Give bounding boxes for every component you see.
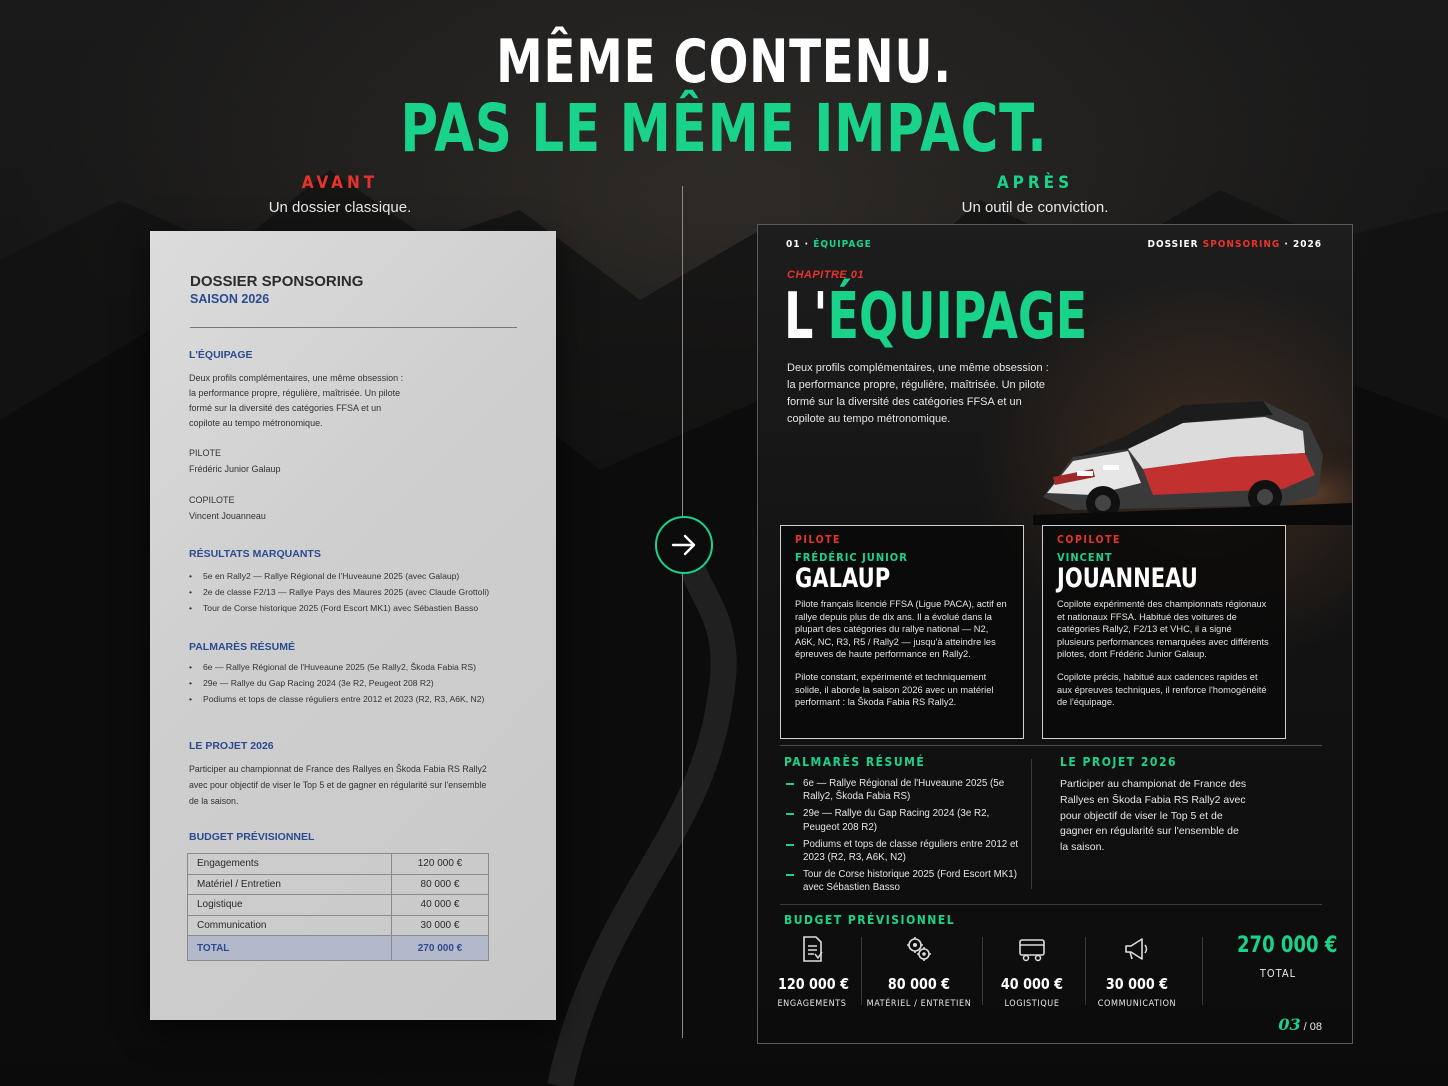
page-section-label xyxy=(786,239,872,250)
copilote-bio-2: Copilote précis, habitué aux cadences rapides et aux épreuves techniques, il renforce l'homogénéité de l'équipage. xyxy=(1057,671,1267,708)
budget-amount: 120 000 € xyxy=(778,975,849,993)
headline xyxy=(0,27,1448,167)
budget-amount: 40 000 € xyxy=(1000,975,1064,993)
budget-amount: 30 000 € xyxy=(1105,975,1169,993)
budget-label: MATÉRIEL / ENTRETIEN xyxy=(866,999,972,1009)
paper-copilote-label: COPILOTE xyxy=(189,495,235,505)
paper-projet-line: avec pour objectif de viser le Top 5 et de gagner en régularité sur l'ensemble xyxy=(189,780,487,790)
avant-label xyxy=(140,173,540,216)
paper-rule xyxy=(190,327,517,328)
budget-label: ENGAGEMENTS xyxy=(777,999,847,1009)
palmares-list xyxy=(784,777,1024,898)
copilote-role: COPILOTE xyxy=(1057,534,1121,546)
paper-resultats-list xyxy=(189,568,489,616)
budget-separator xyxy=(1202,937,1203,1005)
paper-equipage-heading: L'ÉQUIPAGE xyxy=(189,349,253,361)
arrow-right-button[interactable] xyxy=(655,516,713,574)
copilote-card xyxy=(1042,525,1286,739)
paper-resultats-heading: RÉSULTATS MARQUANTS xyxy=(189,548,321,560)
intro-text xyxy=(787,360,1067,428)
paper-pilote-label: PILOTE xyxy=(189,448,222,458)
budget-total-amount: 270 000 € xyxy=(1237,933,1338,958)
headline-line-1: MÊME CONTENU. xyxy=(496,27,952,97)
list-item: Tour de Corse historique 2025 (Ford Escort MK1) avec Sébastien Basso xyxy=(784,868,1024,895)
conviction-dossier xyxy=(757,224,1353,1044)
paper-budget-table xyxy=(187,853,489,961)
paper-palmares-heading: PALMARÈS RÉSUMÉ xyxy=(189,641,295,653)
section-number: 01 · xyxy=(786,239,814,250)
arrow-right-icon xyxy=(669,530,699,560)
list-item: • 5e en Rally2 — Rallye Régional de l'Huveaune 2025 (avec Galaup) xyxy=(189,568,489,584)
pilote-card xyxy=(780,525,1024,739)
budget-label: Engagements xyxy=(188,854,392,875)
table-row-total xyxy=(188,936,489,961)
center-divider xyxy=(682,186,683,1038)
list-item: • Podiums et tops de classe réguliers entre 2012 et 2023 (R2, R3, A6K, N2) xyxy=(189,691,484,707)
paper-equipage-line: la performance propre, régulière, maîtrisée. Un pilote xyxy=(189,388,401,398)
palmares-heading: PALMARÈS RÉSUMÉ xyxy=(784,755,926,769)
intro-line: la performance propre, régulière, maîtrisée. Un pilote xyxy=(787,379,1046,391)
apres-label xyxy=(835,173,1235,216)
intro-line: copilote au tempo métronomique. xyxy=(787,413,951,425)
budget-separator xyxy=(982,937,983,1005)
pilote-bio-2: Pilote constant, expérimenté et techniquement solide, il aborde la saison 2026 avec un matériel performant : la Škoda Fabia RS Rally2. xyxy=(795,671,994,708)
list-item: Podiums et tops de classe réguliers entre 2012 et 2023 (R2, R3, A6K, N2) xyxy=(784,838,1024,865)
list-item: 6e — Rallye Régional de l'Huveaune 2025 (5e Rally2, Škoda Fabia RS) xyxy=(784,777,1024,804)
budget-label: LOGISTIQUE xyxy=(1004,999,1060,1009)
list-item: • 29e — Rallye du Gap Racing 2024 (3e R2, Peugeot 208 R2) xyxy=(189,675,484,691)
paper-equipage-line: copilote au tempo métronomique. xyxy=(189,418,323,428)
budget-total-value: 270 000 € xyxy=(392,936,489,961)
table-row xyxy=(188,854,489,875)
budget-value: 80 000 € xyxy=(392,874,489,895)
header-part: SPONSORING xyxy=(1202,239,1281,250)
budget-separator xyxy=(861,937,862,1005)
column-separator xyxy=(1031,759,1032,889)
projet-heading: LE PROJET 2026 xyxy=(1060,755,1177,769)
paper-copilote-name: Vincent Jouanneau xyxy=(189,511,266,521)
budget-label: Logistique xyxy=(188,895,392,916)
budget-value: 30 000 € xyxy=(392,915,489,936)
pilote-first-name: FRÉDÉRIC JUNIOR xyxy=(795,551,908,564)
rally-car-image xyxy=(1033,365,1353,525)
document-icon xyxy=(799,935,825,963)
paper-projet-text xyxy=(189,761,519,809)
list-item: • 6e — Rallye Régional de l'Huveaune 2025 (5e Rally2, Škoda Fabia RS) xyxy=(189,659,484,675)
list-item: 29e — Rallye du Gap Racing 2024 (3e R2, Peugeot 208 R2) xyxy=(784,807,1024,834)
budget-total-label: TOTAL xyxy=(1259,967,1297,980)
copilote-last-name: JOUANNEAU xyxy=(1057,563,1198,594)
pilote-last-name: GALAUP xyxy=(795,563,891,594)
copilote-bio: Copilote expérimenté des championnats régionaux et nationaux FFSA. Habitué des voitures de catégories Rally2, F2/13 et VHC, il a signé plusieurs performances remarquées avec différents pilotes, dont Frédéric Junior Galaup. xyxy=(1057,599,1269,660)
budget-heading: BUDGET PRÉVISIONNEL xyxy=(784,913,956,927)
intro-line: formé sur la diversité des catégories FFSA et un xyxy=(787,396,1022,408)
budget-label: Matériel / Entretien xyxy=(188,874,392,895)
budget-separator xyxy=(1085,937,1086,1005)
budget-label: COMMUNICATION xyxy=(1097,999,1177,1009)
paper-equipage-text xyxy=(189,371,519,431)
truck-icon xyxy=(1017,935,1047,963)
paper-equipage-line: formé sur la diversité des catégories FFSA et un xyxy=(189,403,382,413)
budget-amount: 80 000 € xyxy=(887,975,951,993)
section-name: ÉQUIPAGE xyxy=(813,239,872,250)
list-item: • 2e de classe F2/13 — Rallye Pays des Maures 2025 (avec Claude Grottoli) xyxy=(189,584,489,600)
classic-dossier xyxy=(150,231,556,1020)
section-divider xyxy=(780,745,1322,746)
header-part: DOSSIER xyxy=(1147,239,1203,250)
paper-budget-heading: BUDGET PRÉVISIONNEL xyxy=(189,831,315,843)
headline-line-2: PAS LE MÊME IMPACT. xyxy=(400,90,1048,167)
paper-projet-line: Participer au championnat de France des Rallyes en Škoda Fabia RS Rally2 xyxy=(189,764,487,774)
intro-line: Deux profils complémentaires, une même obsession : xyxy=(787,362,1049,374)
paper-projet-line: de la saison. xyxy=(189,796,239,806)
avant-tag: AVANT xyxy=(301,173,379,193)
page-header-label xyxy=(1148,239,1322,250)
page-title xyxy=(784,280,1088,354)
chapter-label: CHAPITRE 01 xyxy=(787,269,865,281)
avant-subtitle: Un dossier classique. xyxy=(268,199,412,216)
apres-tag: APRÈS xyxy=(996,173,1074,193)
table-row xyxy=(188,895,489,916)
paper-pilote-name: Frédéric Junior Galaup xyxy=(189,464,281,474)
budget-total-label: TOTAL xyxy=(188,936,392,961)
title-part: L' xyxy=(784,280,828,354)
page-total: / 08 xyxy=(1300,1021,1322,1033)
projet-line: Rallyes en Škoda Fabia RS Rally2 avec xyxy=(1060,793,1246,806)
budget-item-communication xyxy=(1092,935,1182,1009)
section-divider xyxy=(780,904,1322,905)
paper-subtitle: SAISON 2026 xyxy=(190,292,270,306)
budget-value: 120 000 € xyxy=(392,854,489,875)
projet-line: Participer au championat de France des xyxy=(1060,778,1247,790)
header-part: · 2026 xyxy=(1280,239,1322,250)
budget-label: Communication xyxy=(188,915,392,936)
budget-item-materiel xyxy=(864,935,974,1009)
list-item: • Tour de Corse historique 2025 (Ford Escort MK1) avec Sébastien Basso xyxy=(189,600,489,616)
pilote-bio: Pilote français licencié FFSA (Ligue PACA), actif en rallye depuis plus de dix ans. Il a évolué dans la plupart des catégories du rallye national — N2, A6K, NC, R3, R5 / Rally2 — jusqu'à atteindre les épreuves de haute performance en Rally2. xyxy=(795,599,1007,660)
budget-item-logistique xyxy=(990,935,1074,1009)
megaphone-icon xyxy=(1122,935,1152,963)
budget-value: 40 000 € xyxy=(392,895,489,916)
projet-text xyxy=(1060,777,1260,856)
table-row xyxy=(188,874,489,895)
apres-subtitle: Un outil de conviction. xyxy=(961,199,1109,216)
pilote-role: PILOTE xyxy=(795,534,842,546)
table-row xyxy=(188,915,489,936)
projet-line: la saison. xyxy=(1060,841,1105,854)
paper-palmares-list xyxy=(189,659,484,707)
projet-line: gagner en régularité sur l'ensemble de xyxy=(1060,825,1239,838)
gears-icon xyxy=(905,935,933,963)
paper-title: DOSSIER SPONSORING xyxy=(190,273,364,290)
paper-equipage-line: Deux profils complémentaires, une même obsession : xyxy=(189,373,404,383)
page-current: 03 xyxy=(1278,1015,1301,1034)
projet-line: pour objectif de viser le Top 5 et de xyxy=(1060,809,1223,822)
title-part: ÉQUIPAGE xyxy=(827,280,1088,354)
budget-item-engagements xyxy=(772,935,852,1009)
page-indicator xyxy=(1278,1015,1322,1034)
copilote-first-name: VINCENT xyxy=(1057,551,1113,564)
paper-projet-heading: LE PROJET 2026 xyxy=(189,740,274,752)
